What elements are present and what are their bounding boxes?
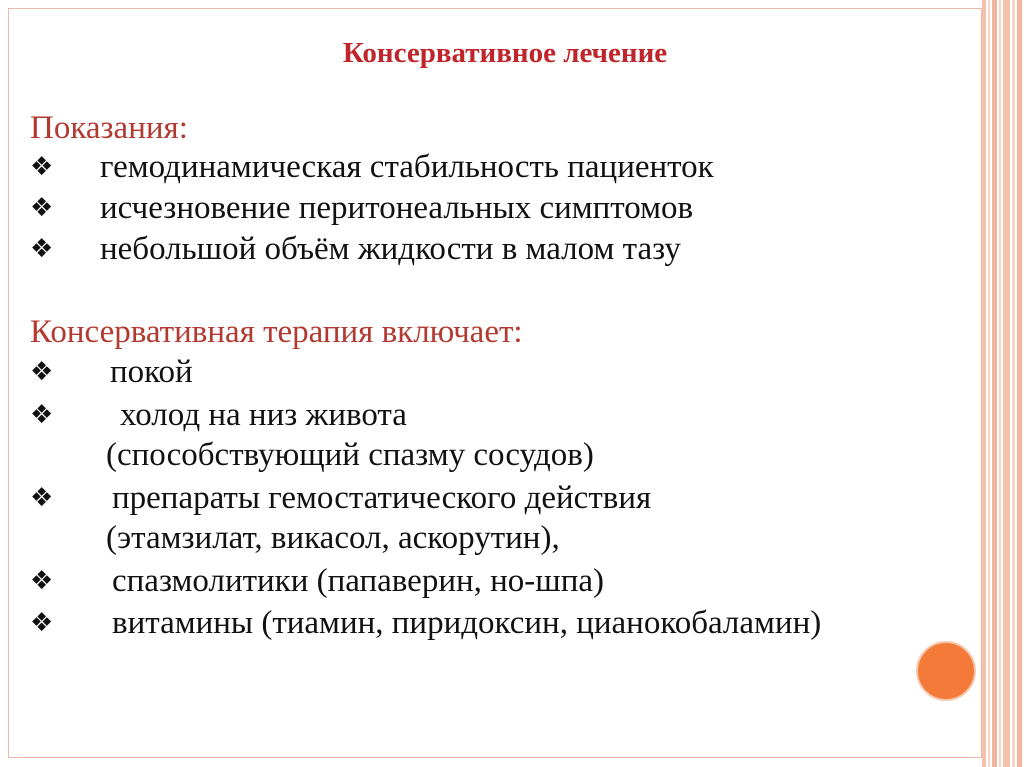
diamond-bullet-icon: ❖ [30,234,54,264]
slide-title: Консервативное лечение [342,37,668,69]
diamond-bullet-icon: ❖ [30,566,54,596]
diamond-bullet-icon: ❖ [30,152,54,182]
decorative-stripes [982,0,1024,767]
decorative-circle [916,641,976,701]
diamond-bullet-icon: ❖ [30,193,54,223]
indication-item: гемодинамическая стабильность пациенток [100,149,714,185]
therapy-item: препараты гемостатического действия [112,480,652,516]
diamond-bullet-icon: ❖ [30,400,54,430]
indications-heading: Показания: [30,110,188,146]
therapy-item-continuation: (способствующий спазму сосудов) [106,437,594,473]
therapy-item: витамины (тиамин, пиридоксин, цианокобаламин) [112,605,822,641]
therapy-item: покой [110,354,193,390]
diamond-bullet-icon: ❖ [30,357,54,387]
diamond-bullet-icon: ❖ [30,483,54,513]
indication-item: небольшой объём жидкости в малом тазу [100,231,681,267]
therapy-item-continuation: (этамзилат, викасол, аскорутин), [106,520,560,556]
therapy-heading: Консервативная терапия включает: [30,314,523,350]
diamond-bullet-icon: ❖ [30,608,54,638]
indication-item: исчезновение перитонеальных симптомов [100,190,694,226]
therapy-item: холод на низ живота [120,397,407,433]
therapy-item: спазмолитики (папаверин, но-шпа) [112,563,605,599]
